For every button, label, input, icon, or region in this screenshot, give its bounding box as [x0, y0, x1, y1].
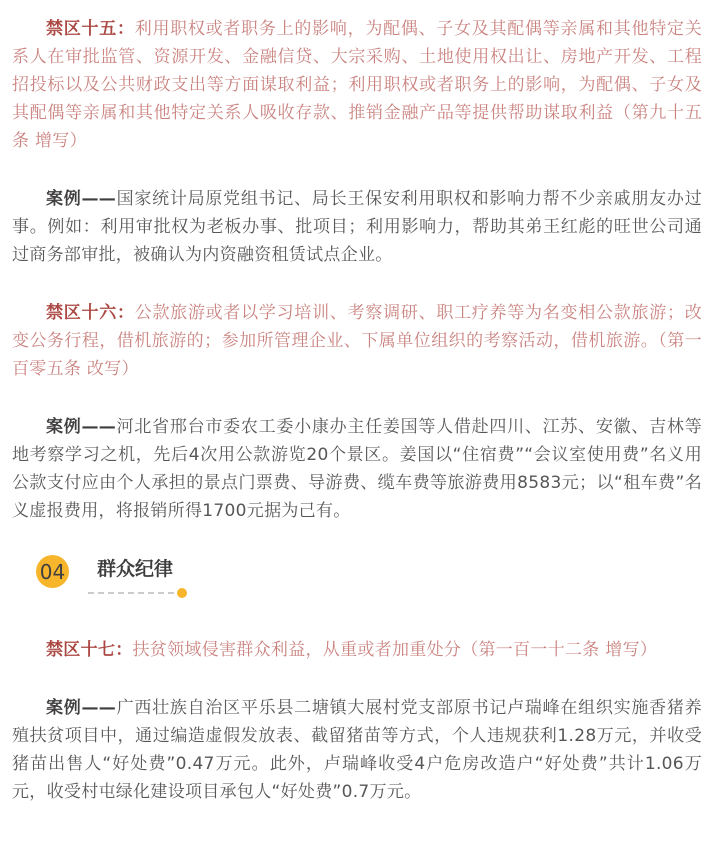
rule-15-label: 禁区十五： — [46, 19, 135, 39]
case-2-body: 河北省邢台市委农工委小康办主任姜国等人借赴四川、江苏、安徽、吉林等地考察学习之机，先后4次用公款游览20个景区。姜国以“住宿费”“会议室使用费”名义用公款支付应由个人承担的景点门票费、导游费、缆车费等旅游费用8583元；以“租车费”名义虚报费用，将报销所得1700元据为己有。 — [12, 417, 702, 521]
rule-16-label: 禁区十六： — [46, 303, 135, 323]
case-3-label: 案例—— — [46, 698, 117, 718]
case-paragraph-2 — [12, 413, 702, 525]
case-3-body: 广西壮族自治区平乐县二塘镇大展村党支部原书记卢瑞峰在组织实施香猪养殖扶贫项目中，通过编造虚假发放表、截留猪苗等方式，个人违规获利1.28万元，并收受猪苗出售人“好处费”0.47万元。此外，卢瑞峰收受4户危房改造户“好处费”共计1.06万元，收受村屯绿化建设项目承包人“好处费”0.7万元。 — [12, 698, 702, 802]
section-header-04 — [36, 555, 702, 598]
section-number: 04 — [39, 559, 66, 584]
rule-paragraph-15 — [12, 15, 702, 155]
rule-17-body: 扶贫领域侵害群众利益，从重或者加重处分（第一百一十二条 增写） — [132, 640, 658, 660]
section-title-block — [97, 555, 187, 598]
rule-15-body: 利用职权或者职务上的影响，为配偶、子女及其配偶等亲属和其他特定关系人在审批监管、资源开发、金融信贷、大宗采购、土地使用权出让、房地产开发、工程招投标以及公共财政支出等方面谋取利益；利用职权或者职务上的影响，为配偶、子女及其配偶等亲属和其他特定关系人吸收存款、推销金融产品等提供帮助谋取利益（第九十五条 增写） — [12, 19, 703, 151]
case-2-label: 案例—— — [46, 417, 117, 437]
case-1-label: 案例—— — [46, 189, 117, 209]
yellow-dot-icon — [177, 588, 187, 598]
rule-16-body: 公款旅游或者以学习培训、考察调研、职工疗养等为名变相公款旅游；改变公务行程，借机旅游的；参加所管理企业、下属单位组织的考察活动，借机旅游。（第一百零五条 改写） — [12, 303, 703, 379]
section-number-badge — [36, 555, 69, 588]
case-paragraph-3 — [12, 694, 702, 806]
rule-17-label: 禁区十七： — [46, 640, 133, 660]
dashed-line — [88, 592, 174, 594]
case-1-body: 国家统计局原党组书记、局长王保安利用职权和影响力帮不少亲戚朋友办过事。例如：利用审批权为老板办事、批项目；利用影响力，帮助其弟王红彪的旺世公司通过商务部审批，被确认为内资融资租赁试点企业。 — [12, 189, 702, 265]
title-underline — [88, 588, 187, 598]
case-paragraph-1 — [12, 185, 702, 269]
rule-paragraph-17 — [12, 636, 702, 664]
section-title: 群众纪律 — [97, 558, 174, 580]
rule-paragraph-16 — [12, 299, 702, 383]
